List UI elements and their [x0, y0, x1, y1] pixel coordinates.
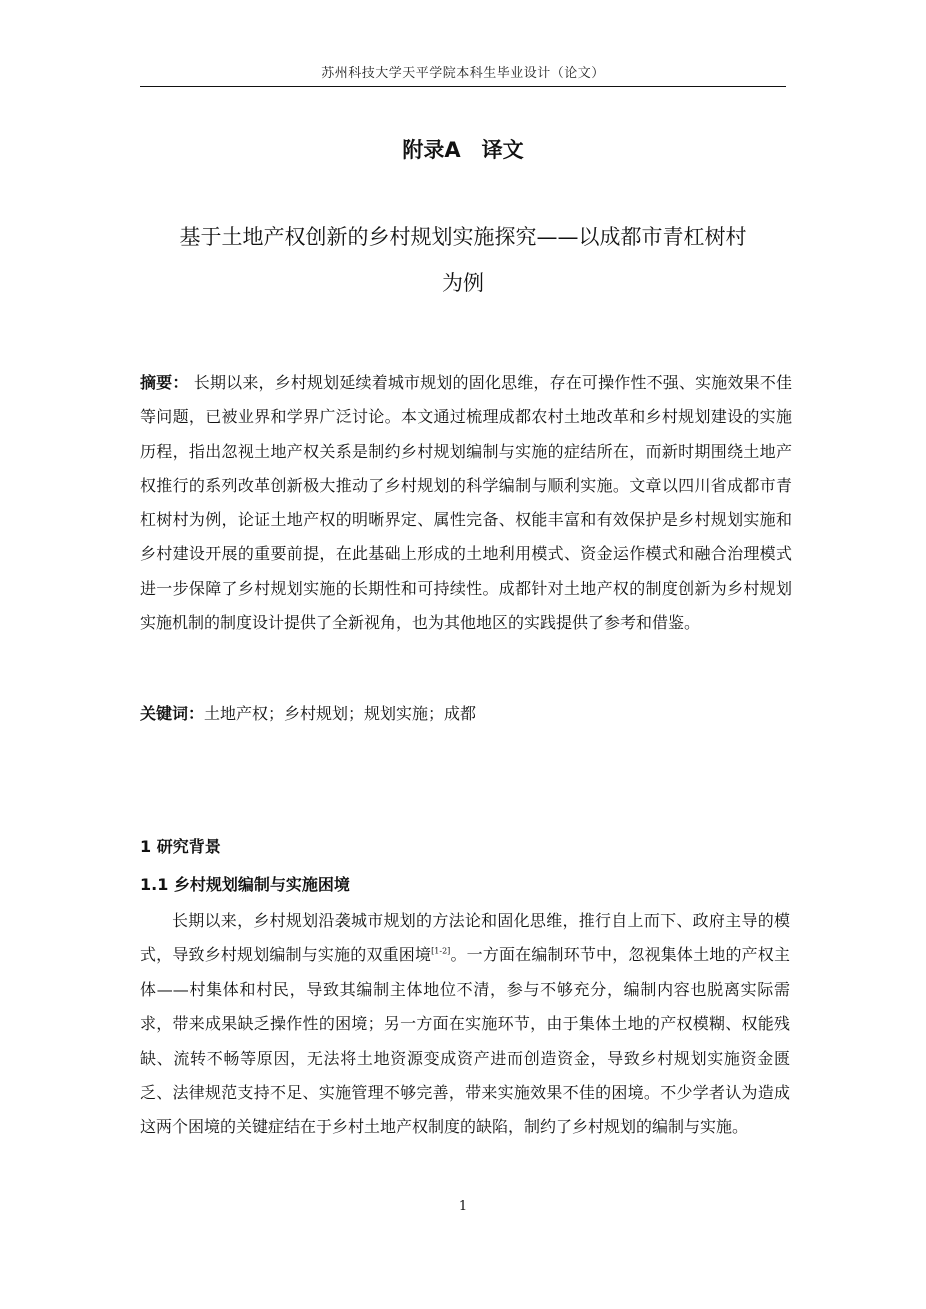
paper-title-line-2: 为例 — [442, 271, 484, 295]
keywords-text: 土地产权；乡村规划；规划实施；成都 — [204, 704, 477, 723]
keywords-label: 关键词： — [140, 704, 205, 723]
abstract-text: 长期以来，乡村规划延续着城市规划的固化思维，存在可操作性不强、实施效果不佳等问题，已被业界和学界广泛讨论。本文通过梳理成都农村土地改革和乡村规划建设的实施历程，指出忽视土地产权关系是制约乡村规划编制与实施的症结所在，而新时期围绕土地产权推行的系列改革创新极大推动了乡村规划的科学编制与顺利实施。文章以四川省成都市青杠树村为例，论证土地产权的明晰界定、属性完备、权能丰富和有效保护是乡村规划实施和乡村建设开展的重要前提，在此基础上形成的土地利用模式、资金运作模式和融合治理模式进一步保障了乡村规划实施的长期性和可持续性。成都针对土地产权的制度创新为乡村规划实施机制的制度设计提供了全新视角，也为其他地区的实践提供了参考和借鉴。 — [140, 373, 792, 633]
citation-marker: [1-2] — [431, 947, 451, 957]
keywords-line — [140, 700, 786, 728]
paper-title-line-1: 基于土地产权创新的乡村规划实施探究——以成都市青杠树村 — [179, 225, 747, 249]
header-divider — [140, 86, 786, 87]
section-heading-1-1: 1.1 乡村规划编制与实施困境 — [140, 875, 350, 894]
abstract-paragraph — [140, 366, 792, 640]
body-text-part-1: 长期以来，乡村规划沿袭城市规划的方法论和固化思维，推行自上而下、政府主导的模式，导致乡村规划编制与实施的双重困境 — [140, 911, 790, 965]
abstract-label: 摘要： — [140, 373, 189, 392]
section-heading-1: 1 研究背景 — [140, 837, 221, 856]
page-number: 1 — [458, 1199, 468, 1214]
appendix-title: 附录A 译文 — [402, 138, 524, 162]
body-text-part-2: 。一方面在编制环节中，忽视集体土地的产权主体——村集体和村民，导致其编制主体地位不清，参与不够充分，编制内容也脱离实际需求，带来成果缺乏操作性的困境；另一方面在实施环节，由于集体土地的产权模糊、权能残缺、流转不畅等原因，无法将土地资源变成资产进而创造资金，导致乡村规划实施资金匮乏、法律规范支持不足、实施管理不够完善，带来实施效果不佳的困境。不少学者认为造成这两个困境的关键症结在于乡村土地产权制度的缺陷，制约了乡村规划的编制与实施。 — [140, 945, 790, 1137]
paper-title — [140, 214, 786, 306]
body-paragraph — [140, 904, 790, 1145]
running-header: 苏州科技大学天平学院本科生毕业设计（论文） — [321, 66, 605, 81]
